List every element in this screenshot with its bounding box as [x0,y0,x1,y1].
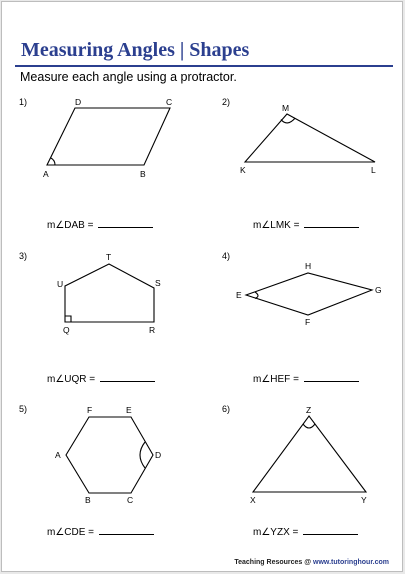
answer-line-1[interactable] [47,218,153,231]
vertex-label: Z [306,405,312,415]
vertex-label: Y [361,495,367,505]
shape-3-pentagon [65,264,154,322]
vertex-label: E [126,405,132,415]
instructions: Measure each angle using a protractor. [20,70,237,84]
shape-4-rhombus [246,273,372,315]
vertex-label: C [127,495,134,505]
vertex-label: B [140,169,146,179]
footer-credit [234,559,389,566]
answer-blank[interactable] [99,525,154,535]
footer-prefix: Teaching Resources @ [234,559,314,566]
answer-label: m∠YZX = [253,527,299,538]
vertex-label: B [85,495,91,505]
answer-line-4[interactable] [253,372,359,385]
footer-site-link[interactable]: www.tutoringhour.com [313,559,389,566]
problem-4-number: 4) [222,251,231,261]
problem-2-number: 2) [222,97,231,107]
vertex-label: F [305,317,311,327]
shape-6-angle-arc [303,424,315,428]
vertex-label: F [87,405,93,415]
vertex-label: M [282,103,290,113]
shape-6-triangle [253,416,366,492]
answer-label: m∠HEF = [253,374,299,385]
vertex-label: R [149,325,156,335]
answer-blank[interactable] [98,218,153,228]
vertex-label: A [55,450,61,460]
vertex-label: C [166,97,173,107]
shape-5-angle-arc [140,442,145,468]
answer-label: m∠CDE = [47,527,95,538]
vertex-label: Q [63,325,70,335]
vertex-label: E [236,290,242,300]
answer-line-6[interactable] [253,525,358,538]
shape-1-parallelogram [47,108,170,165]
answer-blank[interactable] [100,372,155,382]
answer-line-5[interactable] [47,525,154,538]
vertex-label: D [155,450,162,460]
problem-6-number: 6) [222,404,231,414]
answer-label: m∠DAB = [47,220,94,231]
vertex-label: X [250,495,256,505]
vertex-label: K [240,165,246,175]
vertex-label: L [371,165,376,175]
answer-label: m∠UQR = [47,374,96,385]
vertex-label: H [305,261,312,271]
vertex-label: D [75,97,82,107]
answer-blank[interactable] [304,372,359,382]
problem-5-number: 5) [19,404,28,414]
shape-2-triangle [245,114,375,162]
answer-blank[interactable] [304,218,359,228]
vertex-label: U [57,279,64,289]
problem-3-number: 3) [19,251,28,261]
answer-blank[interactable] [303,525,358,535]
shapes-figure [2,2,404,573]
shape-3-right-angle-mark [65,316,71,322]
shape-1-angle-arc [50,158,55,165]
vertex-label: T [106,252,112,262]
worksheet-title: Measuring Angles | Shapes [21,39,250,61]
vertex-label: G [375,285,382,295]
problem-1-number: 1) [19,97,28,107]
answer-line-2[interactable] [253,218,359,231]
worksheet-page [1,1,403,572]
answer-label: m∠LMK = [253,220,300,231]
vertex-label: A [43,169,49,179]
vertex-label: S [155,278,161,288]
answer-line-3[interactable] [47,372,155,385]
